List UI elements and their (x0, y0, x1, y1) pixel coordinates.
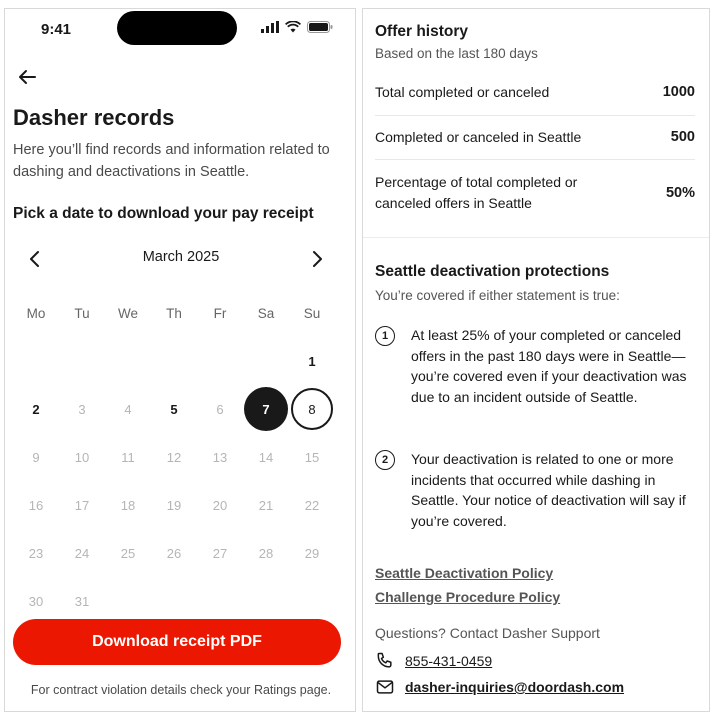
calendar-day-number: 19 (166, 497, 182, 513)
offer-row-label: Percentage of total completed or canceled offers in Seattle (375, 174, 578, 211)
calendar-day (105, 529, 151, 577)
calendar-day-number: 15 (304, 449, 320, 465)
calendar-day (197, 385, 243, 433)
calendar-day-number: 8 (291, 388, 333, 430)
calendar-day (13, 529, 59, 577)
calendar-day (243, 433, 289, 481)
mail-icon (375, 677, 395, 697)
calendar-blank (59, 337, 105, 385)
calendar-month-label: March 2025 (142, 249, 220, 265)
calendar-grid (13, 289, 335, 625)
calendar-day-number: 26 (166, 545, 182, 561)
download-receipt-button[interactable]: Download receipt PDF (13, 619, 341, 665)
signal-icon (261, 21, 279, 33)
calendar-day (59, 529, 105, 577)
calendar-day-number: 1 (308, 353, 316, 369)
calendar-day-number: 3 (78, 401, 86, 417)
weekday-label: Su (303, 305, 321, 321)
pick-date-heading: Pick a date to download your pay receipt (13, 205, 314, 222)
phone-contact[interactable] (375, 651, 492, 671)
calendar-day (197, 481, 243, 529)
weekday-label: Th (166, 305, 182, 321)
calendar-blank (13, 337, 59, 385)
calendar-day (105, 433, 151, 481)
offer-history-subtitle: Based on the last 180 days (375, 46, 538, 61)
deactivation-info-panel (362, 8, 710, 712)
calendar-day-number: 25 (120, 545, 136, 561)
offer-row-label: Total completed or canceled (375, 84, 550, 100)
calendar-day-number: 18 (120, 497, 136, 513)
divider (375, 115, 695, 116)
page-description: Here you’ll find records and information related to dashing and deactivations in Seattle. (13, 142, 330, 180)
calendar-day (59, 577, 105, 625)
calendar-day (289, 529, 335, 577)
next-month-icon[interactable] (305, 247, 329, 271)
offer-row (375, 129, 695, 145)
status-time: 9:41 (41, 21, 72, 38)
calendar-day (59, 481, 105, 529)
email-link[interactable]: dasher-inquiries@doordash.com (405, 679, 625, 695)
protections-title: Seattle deactivation protections (375, 263, 610, 280)
calendar-day (59, 433, 105, 481)
page-title: Dasher records (13, 105, 175, 130)
calendar-day (243, 481, 289, 529)
deactivation-policy-link[interactable]: Seattle Deactivation Policy (375, 565, 554, 581)
calendar-day (13, 433, 59, 481)
status-bar (5, 9, 355, 49)
calendar-day-number: 4 (124, 401, 132, 417)
email-contact[interactable] (375, 677, 624, 697)
protection-text: At least 25% of your completed or canceled offers in the past 180 days were in Seattle—you’re covered even if your deactivation was due to an incident outside of Seattle. (411, 327, 687, 405)
offer-row (375, 172, 695, 213)
calendar-blank (243, 337, 289, 385)
phone-link[interactable]: 855-431-0459 (405, 653, 493, 669)
calendar-day-number: 30 (28, 593, 44, 609)
calendar-day-number: 31 (74, 593, 90, 609)
number-badge: 2 (375, 450, 395, 470)
protection-item (375, 325, 697, 407)
calendar-day (151, 529, 197, 577)
calendar-day-number: 14 (258, 449, 274, 465)
number-badge: 1 (375, 326, 395, 346)
offer-row-value: 1000 (662, 84, 695, 100)
calendar-day-number: 27 (212, 545, 228, 561)
calendar-day-number: 17 (74, 497, 90, 513)
offer-row-label: Completed or canceled in Seattle (375, 129, 582, 145)
calendar-day-number: 28 (258, 545, 274, 561)
offer-row-value: 50% (665, 184, 695, 201)
wifi-icon (285, 21, 301, 33)
calendar-day-number: 29 (304, 545, 320, 561)
status-icons (261, 21, 333, 33)
offer-row (375, 84, 695, 100)
calendar-day-number: 24 (74, 545, 90, 561)
calendar-day-number: 16 (28, 497, 44, 513)
weekday-label: We (117, 305, 138, 321)
calendar-day-number: 23 (28, 545, 44, 561)
calendar-day (289, 433, 335, 481)
dynamic-island (117, 11, 237, 45)
calendar-day (289, 481, 335, 529)
back-arrow-icon[interactable] (15, 65, 39, 89)
calendar-day[interactable] (289, 337, 335, 385)
calendar-day-number: 5 (170, 401, 178, 417)
calendar-navigation (5, 247, 356, 271)
calendar-blank (151, 337, 197, 385)
calendar-day-number: 7 (244, 387, 288, 431)
calendar-day (151, 433, 197, 481)
calendar-day (13, 481, 59, 529)
calendar-day (151, 481, 197, 529)
calendar-day[interactable] (13, 385, 59, 433)
support-question: Questions? Contact Dasher Support (375, 625, 600, 641)
phone-icon (375, 651, 395, 671)
calendar-day-number: 22 (304, 497, 320, 513)
calendar-day (197, 433, 243, 481)
offer-history-title: Offer history (375, 23, 469, 40)
calendar-day-number: 6 (216, 401, 224, 417)
weekday-label: Fr (213, 305, 227, 321)
weekday-label: Mo (26, 305, 46, 321)
calendar-day (13, 577, 59, 625)
calendar-day[interactable] (151, 385, 197, 433)
calendar-day (105, 481, 151, 529)
calendar-day-number: 9 (32, 449, 40, 465)
calendar-day-number: 13 (212, 449, 228, 465)
weekday-label: Tu (74, 305, 90, 321)
calendar-day-number: 21 (258, 497, 274, 513)
weekday-label: Sa (257, 305, 275, 321)
calendar-day[interactable] (243, 385, 289, 433)
footer-note: For contract violation details check your Ratings page. (30, 683, 332, 697)
calendar-day-number: 12 (166, 449, 182, 465)
protection-item (375, 449, 697, 531)
calendar-day (105, 385, 151, 433)
calendar-day-number: 11 (121, 449, 135, 465)
battery-icon (307, 21, 333, 33)
calendar-blank (197, 337, 243, 385)
calendar-day-number: 10 (74, 449, 90, 465)
section-divider (363, 237, 710, 238)
challenge-policy-link[interactable]: Challenge Procedure Policy (375, 589, 561, 605)
calendar-day-number: 20 (212, 497, 228, 513)
protections-subtitle: You’re covered if either statement is true: (375, 288, 620, 303)
divider (375, 159, 695, 160)
dasher-records-screen (4, 8, 356, 712)
calendar-day (243, 529, 289, 577)
calendar-day-number: 2 (32, 401, 40, 417)
calendar-blank (105, 337, 151, 385)
calendar-day[interactable] (289, 385, 335, 433)
protection-text: Your deactivation is related to one or more incidents that occurred while dashing in Seattle. Your notice of deactivation will say if you’re covered. (411, 451, 686, 529)
calendar-day (197, 529, 243, 577)
offer-row-value: 500 (670, 129, 695, 145)
calendar-day (59, 385, 105, 433)
